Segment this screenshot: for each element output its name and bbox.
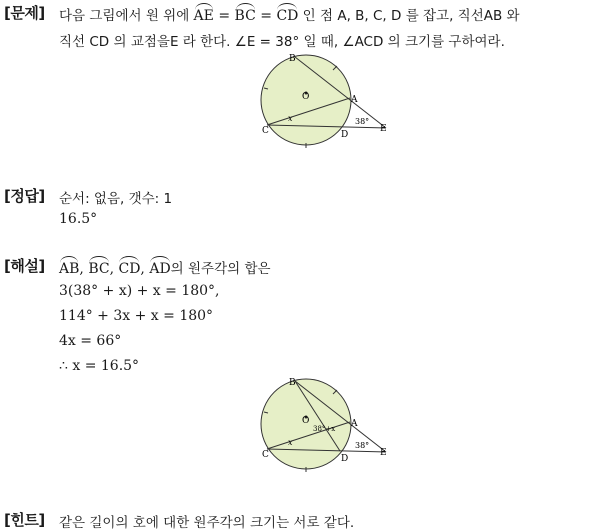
problem-line-2: 직선 CD 의 교점을E 라 한다. ∠E = 38° 일 때, ∠ACD 의 크기를 구하여라.: [59, 34, 505, 50]
sep-1: ,: [79, 261, 89, 277]
arc-ae: AE: [194, 5, 214, 24]
explanation-eq-3: 4x = 66°: [59, 333, 122, 349]
problem-line-1-suffix: 인 점 A, B, C, D 를 잡고, 직선AB 와: [298, 8, 520, 24]
answer-line-2: 16.5°: [59, 211, 98, 227]
arc-cd: CD: [276, 5, 298, 24]
answer-tag: [정답]: [4, 187, 45, 205]
explanation-eq-1: 3(38° + x) + x = 180°,: [59, 283, 220, 299]
explanation-eq-4: ∴ x = 16.5°: [59, 358, 140, 374]
label-e: E: [380, 124, 387, 134]
answer-line-1: 순서: 없음, 갯수: 1: [59, 191, 173, 207]
label-c-2: C: [262, 450, 269, 460]
label-angle: 38°: [355, 117, 370, 126]
arc-ad: AD: [149, 258, 170, 277]
problem-figure: [255, 52, 395, 152]
label-o: O: [302, 92, 310, 102]
label-o-2: O: [302, 416, 310, 426]
label-inner-angle-2: 38°+x: [313, 425, 336, 433]
label-c: C: [262, 126, 269, 136]
label-x: x: [288, 114, 293, 123]
arc-bc-2: BC: [88, 258, 109, 277]
problem-line-1-prefix: 다음 그림에서 원 위에: [59, 8, 194, 24]
explanation-tag: [해설]: [4, 257, 45, 275]
hint-tag: [힌트]: [4, 511, 45, 529]
label-a-2: A: [351, 419, 358, 429]
sep-2: ,: [109, 261, 119, 277]
equals-1: =: [213, 8, 235, 24]
explanation-eq-2: 114° + 3x + x = 180°: [59, 308, 214, 324]
problem-tag: [문제]: [4, 4, 45, 22]
arc-ab: AB: [59, 258, 79, 277]
label-e-2: E: [380, 448, 387, 458]
problem-line-1: [59, 4, 520, 24]
label-x-2: x: [288, 438, 293, 447]
explanation-line-1: [59, 257, 271, 277]
explanation-figure: [255, 376, 395, 476]
sep-3: ,: [140, 261, 150, 277]
label-a: A: [351, 95, 358, 105]
label-angle-2: 38°: [355, 441, 370, 450]
arc-bc: BC: [235, 5, 256, 24]
equals-2: =: [255, 8, 277, 24]
label-b: B: [289, 54, 296, 64]
explanation-line-1-suffix: 의 원주각의 합은: [170, 261, 271, 277]
label-b-2: B: [289, 378, 296, 388]
hint-text: 같은 길이의 호에 대한 원주각의 크기는 서로 같다.: [59, 515, 355, 529]
label-d: D: [341, 130, 349, 140]
arc-cd-2: CD: [118, 258, 140, 277]
label-d-2: D: [341, 454, 349, 464]
